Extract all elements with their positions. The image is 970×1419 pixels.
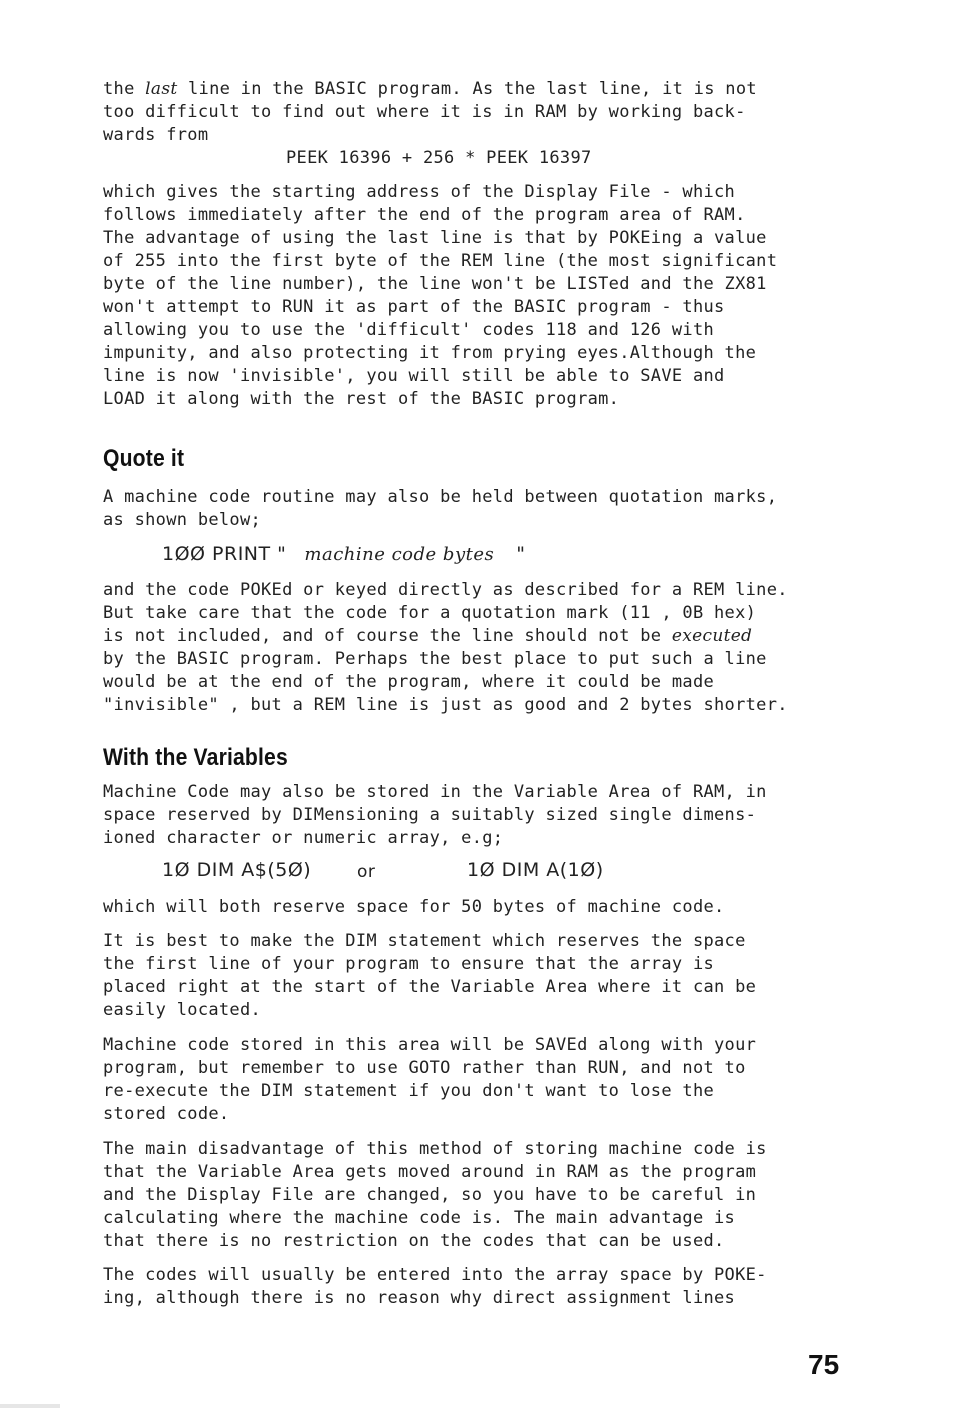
paragraph-line: byte of the line number), the line won't be LISTed and the ZX81 [103, 274, 767, 294]
paragraph-line: the first line of your program to ensure that the array is [103, 954, 715, 974]
paragraph-line: easily located. [103, 1000, 262, 1020]
paragraph-line: calculating where the machine code is. The main advantage is [103, 1208, 736, 1228]
paragraph-line: and the Display File are changed, so you have to be careful in [103, 1185, 757, 1205]
section-heading-with-the-variables: With the Variables [103, 744, 288, 771]
paragraph-line: won't attempt to RUN it as part of the BASIC program - thus [103, 297, 725, 317]
or-connector: or [357, 862, 376, 882]
section-heading-quote-it: Quote it [103, 445, 185, 472]
paragraph-line: It is best to make the DIM statement which reserves the space [103, 931, 746, 951]
paragraph-line: would be at the end of the program, where it could be made [103, 672, 715, 692]
paragraph-line: which gives the starting address of the Display File - which [103, 182, 736, 202]
paragraph-line: Machine Code may also be stored in the Variable Area of RAM, in [103, 782, 767, 802]
paragraph-line: by the BASIC program. Perhaps the best place to put such a line [103, 649, 767, 669]
paragraph-line: that there is no restriction on the codes that can be used. [103, 1231, 725, 1251]
paragraph-line: The advantage of using the last line is that by POKEing a value [103, 228, 767, 248]
paragraph-line: allowing you to use the 'difficult' codes 118 and 126 with [103, 320, 715, 340]
paragraph-line: placed right at the start of the Variable Area where it can be [103, 977, 757, 997]
paragraph-line: impunity, and also protecting it from prying eyes.Although the [103, 343, 757, 363]
paragraph-line: ioned character or numeric array, e.g; [103, 828, 504, 848]
text-segment: the [103, 79, 146, 99]
page-number: 75 [808, 1349, 840, 1380]
text-segment: line in the BASIC program. As the last line, it is not [177, 79, 757, 99]
paragraph-line: follows immediately after the end of the program area of RAM. [103, 205, 746, 225]
paragraph-line: of 255 into the first byte of the REM line (the most significant [103, 251, 778, 271]
paragraph-line: LOAD it along with the rest of the BASIC program. [103, 389, 620, 409]
paragraph-line: re-execute the DIM statement if you don't want to lose the [103, 1081, 715, 1101]
paragraph-line: as shown below; [103, 510, 262, 530]
paragraph-line: But take care that the code for a quotation mark (11 , 0B hex) [103, 603, 757, 623]
paragraph-line: The codes will usually be entered into the array space by POKE- [103, 1265, 767, 1285]
print-code-example [162, 543, 525, 565]
peek-formula: PEEK 16396 + 256 * PEEK 16397 [286, 148, 592, 168]
paragraph-line: line is now 'invisible', you will still be able to SAVE and [103, 366, 725, 386]
italic-word-executed: executed [671, 626, 753, 646]
code-segment: " [516, 543, 526, 565]
text-segment: is not included, and of course the line should not be [103, 626, 672, 646]
paragraph-line: program, but remember to use GOTO rather than RUN, and not to [103, 1058, 746, 1078]
paragraph-line: Machine code stored in this area will be SAVEd along with your [103, 1035, 757, 1055]
paragraph-line: ing, although there is no reason why direct assignment lines [103, 1288, 736, 1308]
italic-word-last: last [145, 79, 178, 99]
scan-edge-mark [0, 1404, 60, 1408]
paragraph-line: "invisible" , but a REM line is just as good and 2 bytes shorter. [103, 695, 788, 715]
paragraph-line [103, 625, 873, 648]
italic-placeholder: machine code bytes [304, 544, 495, 565]
paragraph-line: which will both reserve space for 50 bytes of machine code. [103, 897, 725, 917]
dim-code-example-right: 1Ø DIM A(1Ø) [467, 859, 604, 881]
paragraph-line: and the code POKEd or keyed directly as described for a REM line. [103, 580, 788, 600]
paragraph-line: stored code. [103, 1104, 230, 1124]
top-paragraph-line-1 [103, 78, 873, 101]
top-paragraph-line-2: too difficult to find out where it is in RAM by working back- [103, 102, 746, 122]
paragraph-line: The main disadvantage of this method of storing machine code is [103, 1139, 767, 1159]
dim-code-example-left: 1Ø DIM A$(5Ø) [162, 859, 312, 881]
top-paragraph-line-3: wards from [103, 125, 209, 145]
paragraph-line: space reserved by DIMensioning a suitably sized single dimens- [103, 805, 757, 825]
code-segment: 1ØØ PRINT " [162, 543, 287, 565]
paragraph-line: that the Variable Area gets moved around in RAM as the program [103, 1162, 757, 1182]
paragraph-line: A machine code routine may also be held between quotation marks, [103, 487, 778, 507]
